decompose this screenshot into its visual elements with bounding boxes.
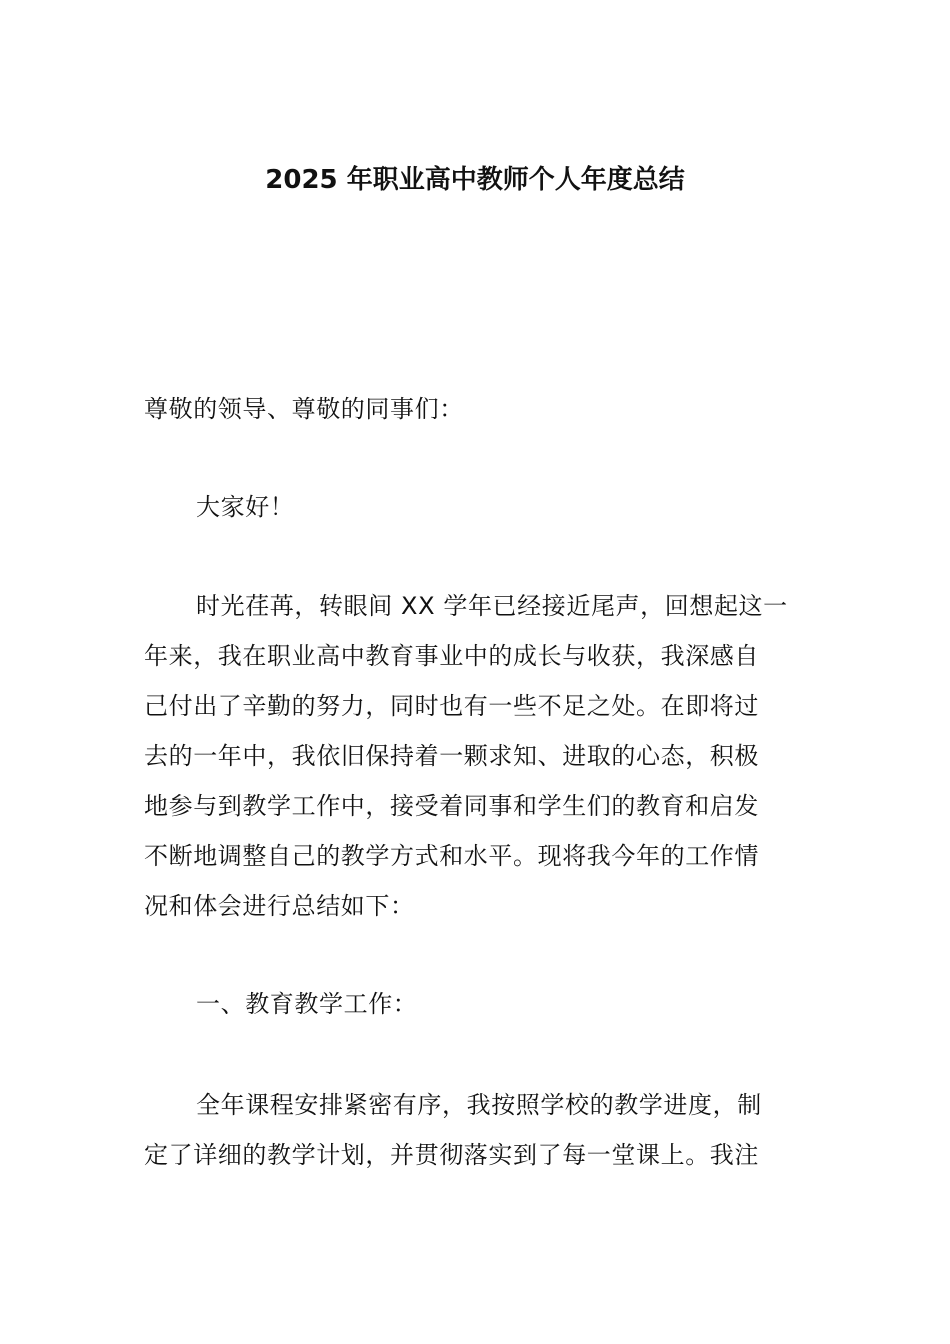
paragraph-line: 去的一年中，我依旧保持着一颗求知、进取的心态，积极 (144, 742, 759, 770)
paragraph-line: 时光荏苒，转眼间 XX 学年已经接近尾声，回想起这一 (196, 592, 788, 620)
section-heading-text: 一、教育教学工作： (196, 990, 418, 1018)
document-title: 2025 年职业高中教师个人年度总结 (265, 165, 685, 195)
paragraph-line: 定了详细的教学计划，并贯彻落实到了每一堂课上。我注 (144, 1141, 759, 1169)
intro-paragraph (144, 581, 808, 931)
paragraph-line: 地参与到教学工作中，接受着同事和学生们的教育和启发 (144, 792, 759, 820)
paragraph-line: 己付出了辛勤的努力，同时也有一些不足之处。在即将过 (144, 692, 759, 720)
paragraph-line: 年来，我在职业高中教育事业中的成长与收获，我深感自 (144, 642, 759, 670)
greeting (144, 482, 808, 532)
paragraph-line: 况和体会进行总结如下： (144, 892, 415, 920)
paragraph-line: 不断地调整自己的教学方式和水平。现将我今年的工作情 (144, 842, 759, 870)
greeting-text: 大家好！ (196, 493, 295, 521)
section-paragraph (144, 1080, 808, 1180)
paragraph-line: 全年课程安排紧密有序，我按照学校的教学进度，制 (196, 1091, 762, 1119)
salutation (144, 384, 808, 434)
salutation-text: 尊敬的领导、尊敬的同事们： (144, 395, 464, 423)
section-heading (144, 979, 808, 1029)
